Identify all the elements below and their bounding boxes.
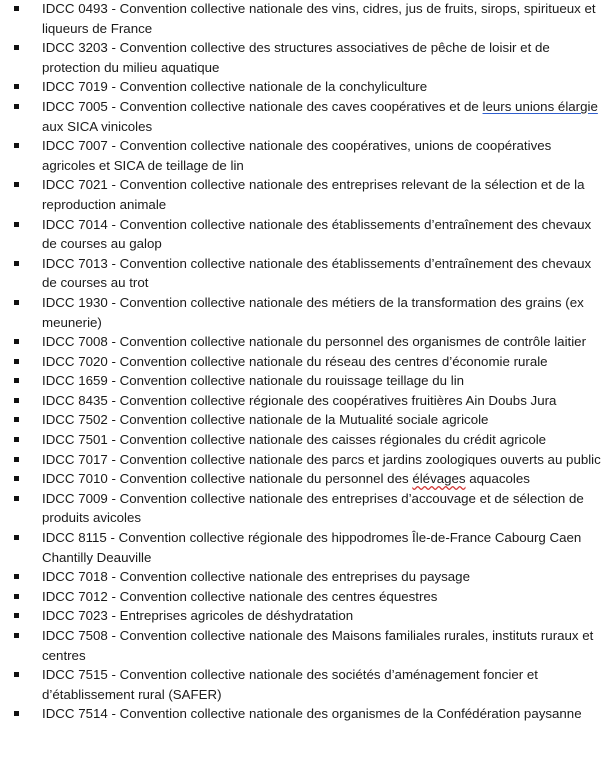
bullet-icon xyxy=(14,300,19,305)
item-text: IDCC 7019 - Convention collective nationale de la conchyliculture xyxy=(42,79,428,95)
list-item xyxy=(0,704,608,724)
bullet-icon xyxy=(14,6,19,11)
bullet-icon xyxy=(14,535,19,540)
item-text: IDCC 7508 - Convention collective nationale des Maisons familiales rurales, instituts ruraux et centres xyxy=(42,628,594,663)
item-text: IDCC 7012 - Convention collective nationale des centres équestres xyxy=(42,588,438,604)
bullet-icon xyxy=(14,574,19,579)
bullet-icon xyxy=(14,378,19,383)
item-text: IDCC 7014 - Convention collective nationale des établissements d’entraînement des chevaux de courses au galop xyxy=(42,216,592,252)
item-text: IDCC 7502 - Convention collective nationale de la Mutualité sociale agricole xyxy=(42,412,489,428)
bullet-icon xyxy=(14,476,19,481)
list-item xyxy=(0,0,608,38)
list-item xyxy=(0,254,608,293)
list-item xyxy=(0,77,608,97)
item-text-tail: aquacoles xyxy=(465,471,530,487)
item-text: IDCC 8435 - Convention collective régionale des coopératives fruitières Ain Doubs Jura xyxy=(42,392,557,408)
item-text: IDCC 7009 - Convention collective nationale des entreprises d’accouvage et de sélection de produits avicoles xyxy=(42,490,584,526)
item-text: IDCC 7017 - Convention collective nationale des parcs et jardins zoologiques ouverts au public xyxy=(42,451,601,467)
item-text: IDCC 7018 - Convention collective nationale des entreprises du paysage xyxy=(42,569,470,585)
item-text: IDCC 7007 - Convention collective nationale des coopératives, unions de coopératives agricoles et SICA de teillage de lin xyxy=(42,138,552,173)
list-item xyxy=(0,352,608,372)
bullet-icon xyxy=(14,339,19,344)
bullet-icon xyxy=(14,261,19,266)
list-item xyxy=(0,665,608,704)
item-text-tail: aux SICA vinicoles xyxy=(42,118,153,134)
list-item xyxy=(0,528,608,567)
bullet-icon xyxy=(14,45,19,50)
list-item xyxy=(0,97,608,136)
list-item xyxy=(0,215,608,254)
item-text: IDCC 7514 - Convention collective nationale des organismes de la Confédération paysanne xyxy=(42,706,582,722)
bullet-icon xyxy=(14,594,19,599)
list-item xyxy=(0,175,608,214)
bullet-icon xyxy=(14,633,19,638)
list-item xyxy=(0,391,608,411)
bullet-icon xyxy=(14,359,19,364)
list-item xyxy=(0,293,608,332)
list-item xyxy=(0,136,608,175)
bullet-icon xyxy=(14,417,19,422)
bullet-icon xyxy=(14,143,19,148)
list-item xyxy=(0,469,608,489)
item-text: IDCC 7021 - Convention collective nationale des entreprises relevant de la sélection et de la reproduction animale xyxy=(42,177,585,212)
list-item xyxy=(0,371,608,391)
spelling-flagged-text[interactable]: élévages xyxy=(412,471,466,487)
list-item xyxy=(0,38,608,77)
item-text: IDCC 0493 - Convention collective nationale des vins, cidres, jus de fruits, sirops, spiritueux et liqueurs de France xyxy=(42,1,596,36)
list-item xyxy=(0,430,608,450)
item-text: IDCC 7008 - Convention collective nationale du personnel des organismes de contrôle laitier xyxy=(42,334,587,350)
list-item xyxy=(0,567,608,587)
item-text: IDCC 7023 - Entreprises agricoles de déshydratation xyxy=(42,608,354,624)
list-item xyxy=(0,489,608,528)
list-item xyxy=(0,587,608,607)
bullet-icon xyxy=(14,711,19,716)
bullet-icon xyxy=(14,222,19,227)
list-item xyxy=(0,606,608,626)
item-text: IDCC 7005 - Convention collective nationale des caves coopératives et de xyxy=(42,98,483,114)
bullet-icon xyxy=(14,437,19,442)
list-item xyxy=(0,626,608,665)
bullet-icon xyxy=(14,496,19,501)
item-text: IDCC 7013 - Convention collective nationale des établissements d’entraînement des chevaux de courses au trot xyxy=(42,255,592,291)
bullet-icon xyxy=(14,104,19,109)
list-item xyxy=(0,450,608,470)
item-text: IDCC 1659 - Convention collective nationale du rouissage teillage du lin xyxy=(42,373,465,389)
bullet-icon xyxy=(14,84,19,89)
item-text: IDCC 8115 - Convention collective régionale des hippodromes Île-de-France Cabourg Caen Chantilly Deauville xyxy=(42,530,582,565)
bullet-icon xyxy=(14,457,19,462)
item-text: IDCC 3203 - Convention collective des structures associatives de pêche de loisir et de protection du milieu aquatique xyxy=(42,40,550,75)
bullet-icon xyxy=(14,182,19,187)
item-text: IDCC 7020 - Convention collective nationale du réseau des centres d’économie rurale xyxy=(42,353,548,369)
item-text: IDCC 7010 - Convention collective nationale du personnel des xyxy=(42,471,413,487)
item-text: IDCC 7515 - Convention collective nationale des sociétés d’aménagement foncier et d’établissement rural (SAFER) xyxy=(42,667,538,702)
list-item xyxy=(0,410,608,430)
bullet-icon xyxy=(14,398,19,403)
bullet-icon xyxy=(14,613,19,618)
bullet-icon xyxy=(14,672,19,677)
item-text: IDCC 7501 - Convention collective nationale des caisses régionales du crédit agricole xyxy=(42,432,547,448)
grammar-flagged-text[interactable]: leurs unions élargie xyxy=(482,98,598,114)
item-text: IDCC 1930 - Convention collective nationale des métiers de la transformation des grains (ex meunerie) xyxy=(42,294,584,330)
list-item xyxy=(0,332,608,352)
